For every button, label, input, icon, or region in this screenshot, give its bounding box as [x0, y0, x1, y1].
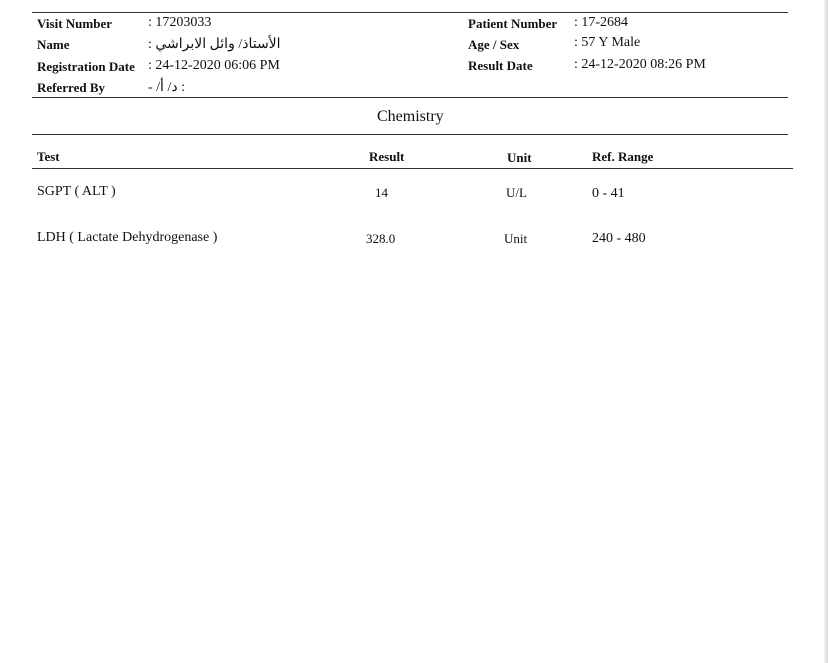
name-value: الأستاذ/ وائل الابراشي :: [148, 37, 281, 52]
visit-number-label: Visit Number: [37, 16, 112, 31]
result-date-label: Result Date: [468, 58, 533, 73]
table-row-ref-range: 0 - 41: [592, 186, 625, 201]
section-divider: [32, 134, 788, 135]
table-row-result: 14: [375, 185, 388, 200]
column-header-unit: Unit: [507, 150, 532, 165]
table-row-test: LDH ( Lactate Dehydrogenase ): [37, 230, 218, 245]
patient-number-label: Patient Number: [468, 16, 558, 31]
age-sex-value: : 57 Y Male: [574, 35, 641, 50]
column-header-ref-range: Ref. Range: [592, 149, 654, 164]
visit-number-value: : 17203033: [148, 15, 212, 30]
table-row-test: SGPT ( ALT ): [37, 184, 116, 199]
result-date-value: : 24-12-2020 08:26 PM: [574, 57, 706, 72]
table-header-divider: [32, 168, 793, 169]
referred-by-value: : د/ أ/ -: [148, 80, 185, 95]
column-header-result: Result: [369, 149, 405, 164]
name-label: Name: [37, 37, 70, 52]
registration-date-value: : 24-12-2020 06:06 PM: [148, 58, 280, 73]
table-row-unit: U/L: [506, 185, 527, 200]
column-header-test: Test: [37, 149, 60, 164]
top-divider: [32, 12, 788, 13]
header-divider: [32, 97, 788, 98]
table-row-unit: Unit: [504, 231, 528, 246]
registration-date-label: Registration Date: [37, 59, 135, 74]
age-sex-label: Age / Sex: [468, 37, 520, 52]
patient-number-value: : 17-2684: [574, 15, 629, 30]
table-row-result: 328.0: [366, 231, 396, 246]
page-edge-shadow: [824, 0, 828, 663]
section-title: Chemistry: [377, 108, 444, 125]
table-row-ref-range: 240 - 480: [592, 231, 646, 246]
referred-by-label: Referred By: [37, 80, 105, 95]
